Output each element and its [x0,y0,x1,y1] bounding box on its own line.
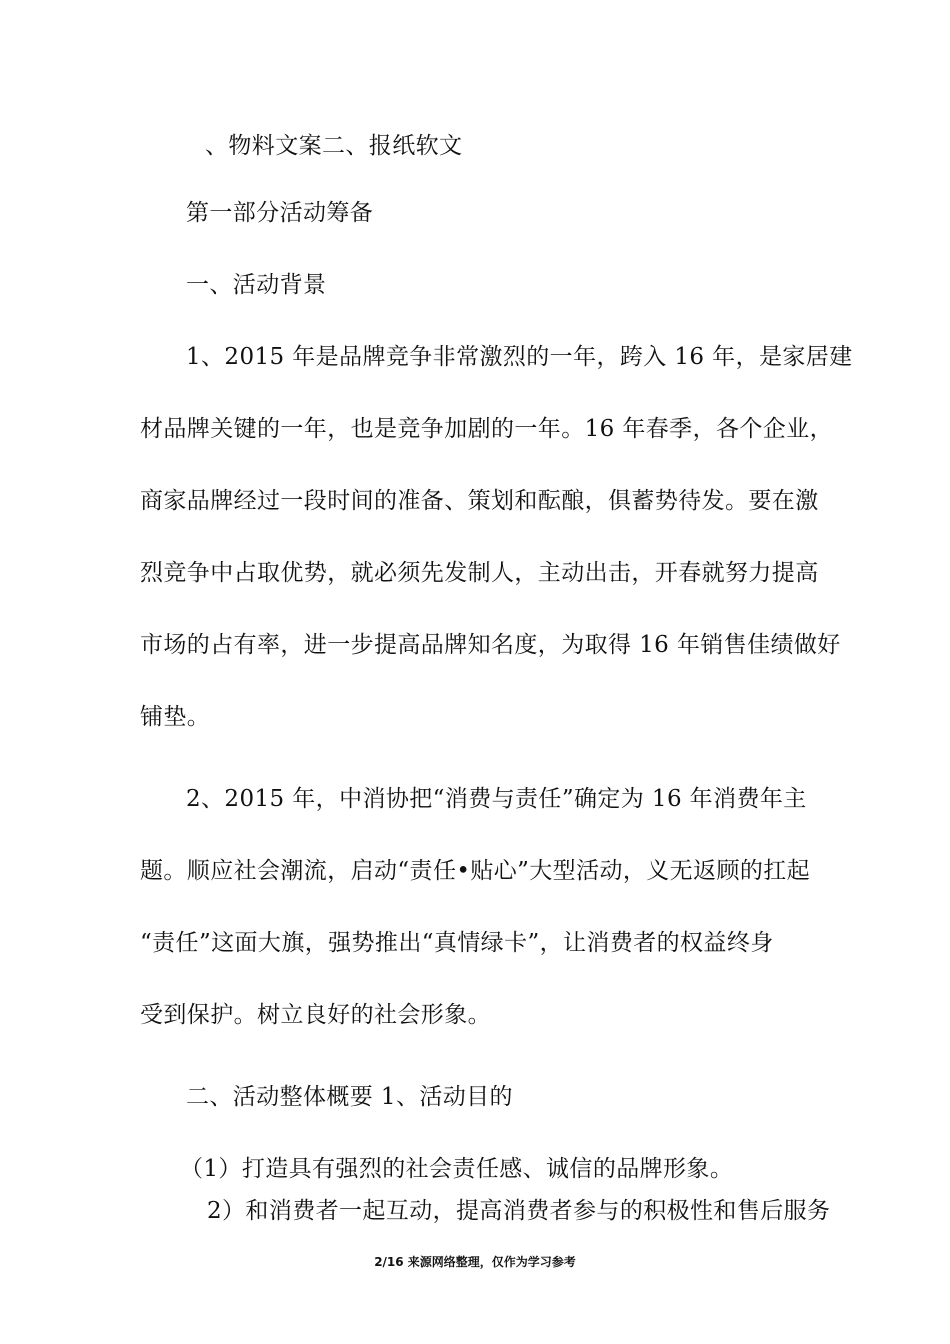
paragraph-line: “责任”这面大旗，强势推出“真情绿卡”，让消费者的权益终身 [140,930,774,956]
paragraph-line: 1、2015 年是品牌竞争非常激烈的一年，跨入 16 年，是家居建 [186,344,853,370]
paragraph-line: 受到保护。树立良好的社会形象。 [140,1002,491,1028]
paragraph-line: 铺垫。 [140,704,211,730]
paragraph-line: 烈竞争中占取优势，就必须先发制人，主动出击，开春就努力提高 [140,560,819,586]
paragraph-line: 市场的占有率，进一步提高品牌知名度，为取得 16 年销售佳绩做好 [140,632,841,658]
section-title-overview: 二、活动整体概要 1、活动目的 [186,1084,513,1110]
page-footer: 2/16 来源网络整理，仅作为学习参考 [374,1255,576,1269]
paragraph-line: 2、2015 年，中消协把“消费与责任”确定为 16 年消费年主 [186,786,807,812]
paragraph-line: 商家品牌经过一段时间的准备、策划和酝酿，俱蓄势待发。要在激 [140,488,819,514]
paragraph-line: 题。顺应社会潮流，启动“责任•贴心”大型活动，义无返顾的扛起 [140,858,811,884]
part-title: 第一部分活动筹备 [186,200,374,226]
toc-heading: 、物料文案二、报纸软文 [205,133,463,159]
section-title-background: 一、活动背景 [186,272,327,298]
goal-item: （1）打造具有强烈的社会责任感、诚信的品牌形象。 [180,1156,734,1182]
paragraph-line: 材品牌关键的一年，也是竞争加剧的一年。16 年春季，各个企业， [140,416,833,442]
goal-item: 2）和消费者一起互动，提高消费者参与的积极性和售后服务 [207,1198,831,1224]
